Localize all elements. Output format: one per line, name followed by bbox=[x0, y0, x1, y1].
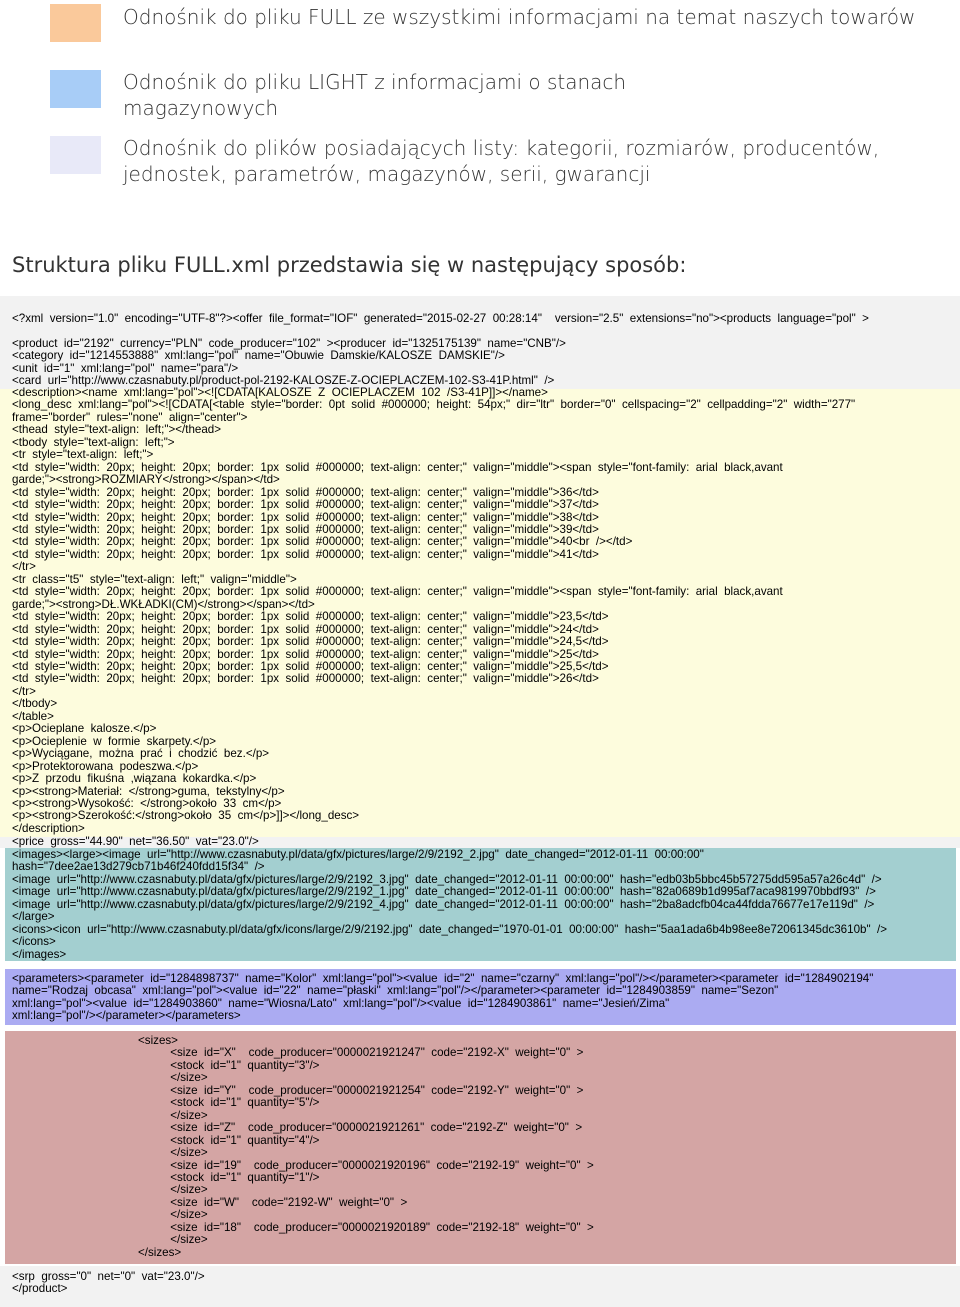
swatch-full bbox=[50, 4, 101, 42]
xml-images-block: <images><large><image url="http://www.czasnabuty.pl/data/gfx/pictures/large/2/9/2192_2.jpg" date_changed="2012-01-11 00:00:00" hash="7dee2ae13d279cb71b46f240fdd15f34" /> <image url="http://www.czasnabuty.pl/data/gfx/pictures/large/2/9/2192_3.jpg" date_changed="2012-01-11 00:00:00" hash="edb03b5bbc45b57275dd595a57a26c4d" /> <image url="http://www.czasnabuty.pl/data/gfx/pictures/large/2/9/2192_1.jpg" date_changed="2012-01-11 00:00:00" hash="82a0689b1d995af7aca9819970bbdf93" /> <image url="http://www.czasnabuty.pl/data/gfx/pictures/large/2/9/2192_4.jpg" date_changed="2012-01-11 00:00:00" hash="2ba8adcfb04ca44fdda76677e17e119d" /> </large> <icons><icon url="http://www.czasnabuty.pl/data/gfx/icons/large/2/9/2192.jpg" date_changed="1970-01-01 00:00:00" hash="5aa1ada6b4b98ee8e72061345dc3610b" /> </icons> </images> bbox=[12, 849, 888, 961]
legend-text-light: Odnośnik do pliku LIGHT z informacjami o stanach magazynowych bbox=[123, 70, 627, 120]
legend-text-full: Odnośnik do pliku FULL ze wszystkimi informacjami na temat naszych towarów bbox=[123, 5, 916, 29]
swatch-lists bbox=[50, 136, 101, 174]
xml-description-block: <description><name xml:lang="pol"><![CDATA[KALOSZE Z OCIEPLACZEM 102 /S3-41P]]></name> <long_desc xml:lang="pol"><![CDATA[<table style="border: 0pt solid #000000; height: 54px;" dir="ltr" border="0" cellspacing="2" cellpadding="2" width="277" frame="border" rules="none" align="center"> <thead style="text-align: left;"></thead> <tbody style="text-align: left;"> <tr style="text-align: left;"> <td style="width: 20px; height: 20px; border: 1px solid #000000; text-align: center;" valign="middle"><span style="font-family: arial black,avant garde;"><strong>ROZMIARY</strong></span></td> <td style="width: 20px; height: 20px; border: 1px solid #000000; text-align: center;" valign="middle">36</td> <td style="width: 20px; height: 20px; border: 1px solid #000000; text-align: center;" valign="middle">37</td> <td style="width: 20px; height: 20px; border: 1px solid #000000; text-align: center;" valign="middle">38</td> <td style="width: 20px; height: 20px; border: 1px solid #000000; text-align: center;" valign="middle">39</td> <td style="width: 20px; height: 20px; border: 1px solid #000000; text-align: center;" valign="middle">40<br /></td> <td style="width: 20px; height: 20px; border: 1px solid #000000; text-align: center;" valign="middle">41</td> </tr> <tr class="t5" style="text-align: left;" valign="middle"> <td style="width: 20px; height: 20px; border: 1px solid #000000; text-align: center;" valign="middle"><span style="font-family: arial black,avant garde;"><strong>DŁ.WKŁADKI(CM)</strong></span></td> <td style="width: 20px; height: 20px; border: 1px solid #000000; text-align: center;" valign="middle">23,5</td> <td style="width: 20px; height: 20px; border: 1px solid #000000; text-align: center;" valign="middle">24</td> <td style="width: 20px; height: 20px; border: 1px solid #000000; text-align: center;" valign="middle">24,5</td> <td style="width: 20px; height: 20px; border: 1px solid #000000; text-align: center;" valign="middle">25</td> <td style="width: 20px; height: 20px; border: 1px solid #000000; text-align: center;" valign="middle">25,5</td> <td style="width: 20px; height: 20px; border: 1px solid #000000; text-align: center;" valign="middle">26</td> </tr> </tbody> </table> <p>Ocieplane kalosze.</p> <p>Ocieplenie w formie skarpety.</p> <p>Wyciągane, można prać i chodzić bez.</p> <p>Protektorowana podeszwa.</p> <p>Z przodu fikuśna ,wiązana kokardka.</p> <p><strong>Materiał: </strong>guma, tekstylny</p> <p><strong>Wysokość: </strong>około 33 cm</p> <p><strong>Szerokość:</strong>około 35 cm</p>]]></long_desc> </description> bbox=[12, 387, 856, 835]
xml-price-line: <price gross="44.90" net="36.50" vat="23.0"/> bbox=[12, 836, 259, 848]
page-heading: Struktura pliku FULL.xml przedstawia się w następujący sposób: bbox=[12, 253, 687, 277]
xml-parameters-block: <parameters><parameter id="1284898737" name="Kolor" xml:lang="pol"><value id="2" name="czarny" xml:lang="pol"/></parameter><parameter id="1284902194" name="Rodzaj obcasa" xml:lang="pol"><value id="22" name="płaski" xml:lang="pol"/></parameter><parameter id="1284903859" name="Sezon" xml:lang="pol"><value id="1284903860" name="Wiosna/Lato" xml:lang="pol"/><value id="1284903861" name="Jesień/Zima" xml:lang="pol"/></parameter></parameters> bbox=[12, 973, 874, 1023]
xml-header-line: <?xml version="1.0" encoding="UTF-8"?><offer file_format="IOF" generated="2015-02-27 00:28:14" version="2.5" extensions="no"><products language="pol" > bbox=[12, 313, 869, 325]
swatch-light bbox=[50, 70, 101, 108]
legend-text-lists: Odnośnik do plików posiadających listy: kategorii, rozmiarów, producentów, jednostek, parametrów, magazynów, serii, gwarancji bbox=[123, 136, 880, 186]
xml-sizes-block: <sizes> <size id="X" code_producer="0000021921247" code="2192-X" weight="0" > <stock id="1" quantity="3"/> </size> <size id="Y" code_producer="0000021921254" code="2192-Y" weight="0" > <stock id="1" quantity="5"/> </size> <size id="Z" code_producer="0000021921261" code="2192-Z" weight="0" > <stock id="1" quantity="4"/> </size> <size id="19" code_producer="0000021920196" code="2192-19" weight="0" > <stock id="1" quantity="1"/> </size> <size id="W" code="2192-W" weight="0" > </size> <size id="18" code_producer="0000021920189" code="2192-18" weight="0" > </size> </sizes> bbox=[138, 1035, 594, 1259]
xml-product-block: <product id="2192" currency="PLN" code_producer="102" ><producer id="1325175139" name="CNB"/> <category id="1214553888" xml:lang="pol" name="Obuwie Damskie/KALOSZE DAMSKIE"/> <unit id="1" xml:lang="pol" name="para"/> <card url="http://www.czasnabuty.pl/product-pol-2192-KALOSZE-Z-OCIEPLACZEM-102-S3-41P.html" /> bbox=[12, 338, 566, 388]
xml-footer-block: <srp gross="0" net="0" vat="23.0"/> </product> bbox=[12, 1271, 205, 1296]
